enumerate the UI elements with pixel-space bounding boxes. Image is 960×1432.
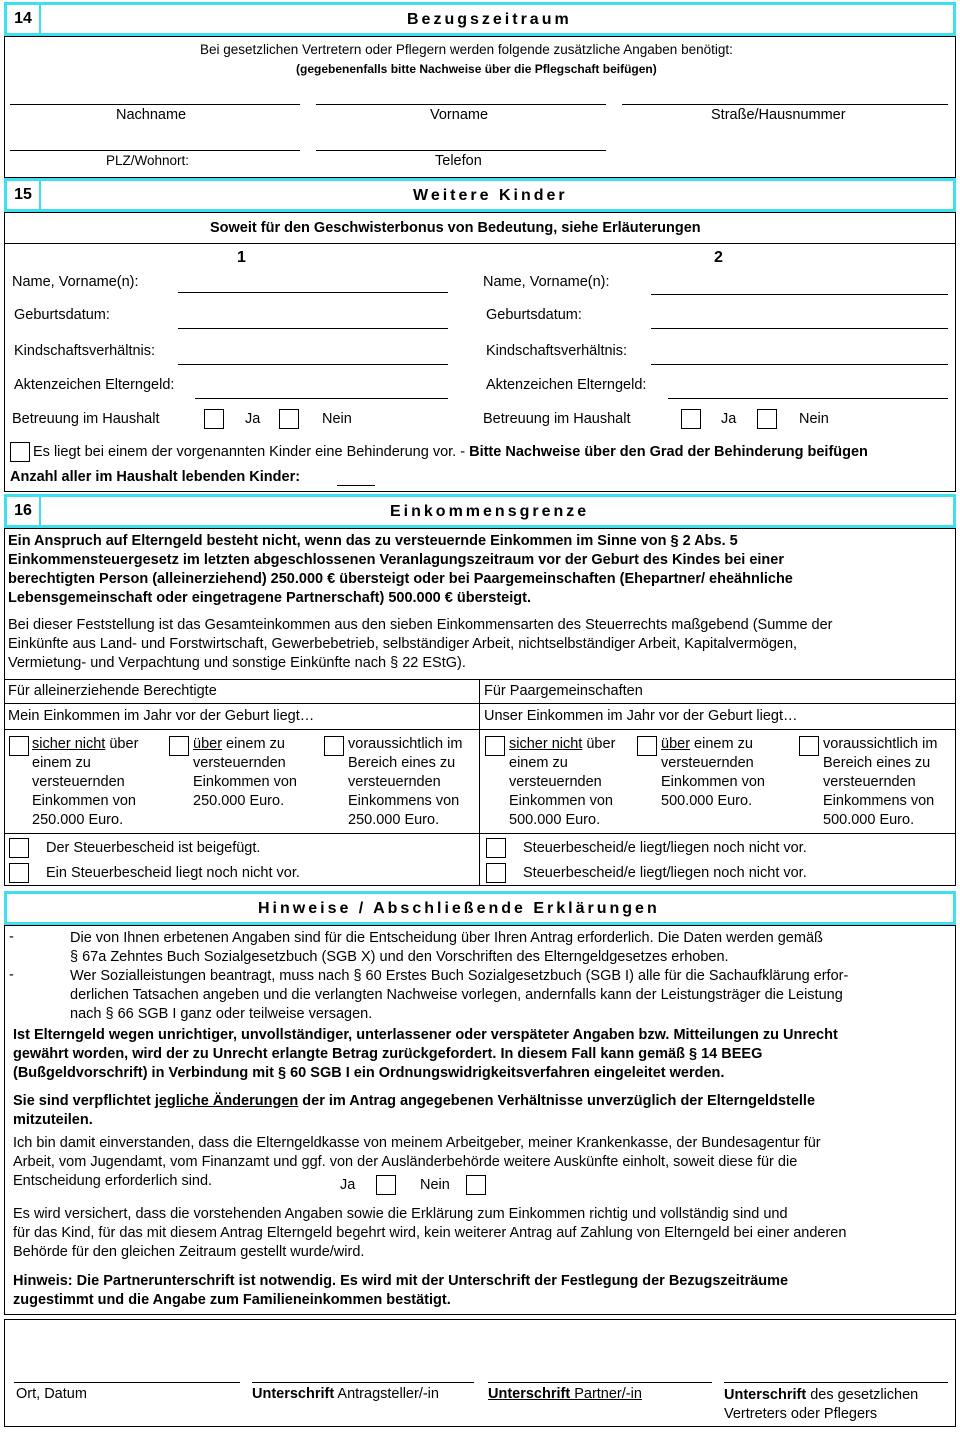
text-line: nach § 66 SGB I ganz oder teilweise versagen. [70, 1006, 373, 1022]
hinweis-bullet-2 [70, 967, 848, 1024]
child2-nein-checkbox[interactable] [757, 409, 777, 429]
left-opt1-text [32, 735, 138, 830]
antragsteller-signature-input[interactable] [252, 1382, 474, 1383]
signature-role: Partner/-in [570, 1386, 642, 1402]
opt-underline: sicher nicht [32, 736, 106, 752]
left-bescheid2-label: Ein Steuerbescheid liegt noch nicht vor. [46, 865, 300, 881]
child1-geburt-input[interactable] [178, 328, 448, 329]
opt-line: Einkommen von [661, 774, 765, 790]
opt-text: über [105, 736, 139, 752]
rueckforderung-notice [13, 1026, 838, 1083]
text-line: Es wird versichert, dass die vorstehenden Angaben sowie die Erklärung zum Einkommen richtig und vollständig sind und [13, 1206, 788, 1222]
opt-line: 500.000 Euro. [661, 793, 753, 809]
text-line: Vermietung- und Verpachtung und sonstige Einkünfte nach § 22 EStG). [8, 655, 466, 671]
section-14-header [4, 2, 956, 36]
signature-word: Unterschrift [488, 1386, 571, 1402]
signature-role: des gesetzlichen [806, 1387, 919, 1403]
child1-kind-input[interactable] [178, 364, 448, 365]
section-title: Einkommensgrenze [390, 503, 590, 520]
left-opt2-checkbox[interactable] [169, 736, 189, 756]
child2-name-input[interactable] [651, 294, 948, 295]
opt-line: versteuernden [823, 774, 916, 790]
text-line: § 67a Zehntes Buch Sozialgesetzbuch (SGB X) und den Vorschriften des Elterngeldgesetzes erhoben. [70, 949, 729, 965]
aenderungen-notice [13, 1092, 815, 1130]
opt-line: Einkommen von [509, 793, 613, 809]
opt-line: versteuernden [32, 774, 125, 790]
right-head: Für Paargemeinschaften [484, 683, 643, 699]
opt-line: Einkommen von [32, 793, 136, 809]
signature-role: Antragsteller/-in [334, 1386, 439, 1402]
opt-line: Bereich eines zu [823, 755, 931, 771]
opt-underline: über [193, 736, 223, 752]
signature-word: Unterschrift [252, 1386, 335, 1402]
ort-datum-label: Ort, Datum [16, 1386, 87, 1402]
opt-line: Einkommens von [348, 793, 460, 809]
left-opt2-text [193, 735, 297, 811]
right-opt3-checkbox[interactable] [799, 736, 819, 756]
section-number: 16 [7, 497, 41, 525]
anzahl-label: Anzahl aller im Haushalt lebenden Kinder: [10, 469, 301, 485]
child2-kind-input[interactable] [651, 364, 948, 365]
text-line: Hinweis: Die Partnerunterschrift ist notwendig. Es wird mit der Unterschrift der Festlegung der Bezugszeiträume [13, 1273, 789, 1289]
opt-line: versteuernden [348, 774, 441, 790]
text-line: Arbeit, vom Jugendamt, vom Finanzamt und ggf. von der Ausländerbehörde weitere Auskünfte einholt, soweit diese für die [13, 1154, 798, 1170]
child1-geburt-label: Geburtsdatum: [14, 307, 110, 323]
telefon-label: Telefon [435, 153, 482, 169]
subtitle-divider [4, 243, 956, 244]
einverstaendnis-nein-label: Nein [420, 1177, 450, 1193]
right-bescheid2-label: Steuerbescheid/e liegt/liegen noch nicht vor. [523, 865, 807, 881]
opt-line: 250.000 Euro. [32, 812, 124, 828]
strasse-label: Straße/Hausnummer [711, 107, 846, 123]
right-bescheid1-checkbox[interactable] [486, 838, 506, 858]
behinderung-checkbox[interactable] [10, 442, 30, 462]
left-bescheid1-label: Der Steuerbescheid ist beigefügt. [46, 840, 261, 856]
text-line: derlichen Tatsachen angeben und die verlangten Nachweise vorlegen, andernfalls kann der Leistungsträger die Leistung [70, 987, 843, 1003]
partner-hinweis [13, 1272, 788, 1310]
child2-name-label: Name, Vorname(n): [483, 274, 610, 290]
opt-line: versteuernden [193, 755, 286, 771]
text-line: Bei dieser Feststellung ist das Gesamteinkommen aus den sieben Einkommensarten des Steuerrechts maßgebend (Summe der [8, 617, 833, 633]
opt-line: Bereich eines zu [348, 755, 456, 771]
bullet-dash: - [9, 929, 14, 945]
ort-datum-input[interactable] [14, 1382, 240, 1383]
section-number: 14 [7, 5, 41, 33]
child1-name-label: Name, Vorname(n): [12, 274, 139, 290]
opt-line: 250.000 Euro. [348, 812, 440, 828]
partner-label [488, 1386, 642, 1402]
left-bescheid2-checkbox[interactable] [9, 863, 29, 883]
child1-name-input[interactable] [178, 292, 448, 293]
intro-text: Bei gesetzlichen Vertretern oder Pflegern werden folgende zusätzliche Angaben benötigt: [200, 42, 733, 57]
section-title: Hinweise / Abschließende Erklärungen [258, 900, 660, 917]
child1-kind-label: Kindschaftsverhältnis: [14, 343, 156, 359]
einverstaendnis-ja-checkbox[interactable] [376, 1175, 396, 1195]
opt-line: versteuernden [509, 774, 602, 790]
einkommensgrenze-notice [8, 532, 956, 608]
text-line: für das Kind, für das mit diesem Antrag Elterngeld begehrt wird, kein weiterer Antrag auf Zahlung von Elterngeld bei einer anderen [13, 1225, 847, 1241]
notice-line: Ein Anspruch auf Elterngeld besteht nicht, wenn das zu versteuernde Einkommen im Sinne von § 2 Abs. 5 [8, 533, 738, 549]
opt-underline: über [661, 736, 691, 752]
right-opt2-text [661, 735, 765, 811]
grid-line-2 [4, 703, 956, 704]
right-bescheid1-label: Steuerbescheid/e liegt/liegen noch nicht vor. [523, 840, 807, 856]
opt-line: Einkommens von [823, 793, 935, 809]
section-title: Weitere Kinder [413, 187, 568, 204]
right-opt3-text [823, 735, 937, 830]
left-opt3-text [348, 735, 462, 830]
child2-akten-label: Aktenzeichen Elterngeld: [486, 377, 647, 393]
opt-line: 250.000 Euro. [193, 793, 285, 809]
child1-akten-input[interactable] [195, 398, 448, 399]
bullet-dash: - [9, 967, 14, 983]
text-line: (Bußgeldvorschrift) in Verbindung mit § 60 SGB I ein Ordnungswidrigkeitsverfahren eingeleitet werden. [13, 1065, 725, 1081]
notice-line: berechtigten Person (alleinerziehend) 250.000 € übersteigt oder bei Paargemeinschaften (Ehepartner/ eheähnliche [8, 571, 793, 587]
left-bescheid1-checkbox[interactable] [9, 838, 29, 858]
vorname-label: Vorname [430, 107, 489, 123]
child-1-number: 1 [237, 249, 246, 266]
opt-line: 500.000 Euro. [823, 812, 915, 828]
section-title: Bezugszeitraum [407, 11, 572, 28]
text-line: Ich bin damit einverstanden, dass die Elterngeldkasse von meinem Arbeitgeber, meiner Krankenkasse, der Bundesagentur für [13, 1135, 821, 1151]
opt-underline: sicher nicht [509, 736, 583, 752]
notice-line: Lebensgemeinschaft oder eingetragene Partnerschaft) 500.000 € übersteigt. [8, 590, 531, 606]
child1-akten-label: Aktenzeichen Elterngeld: [14, 377, 175, 393]
text-part: Sie sind verpflichtet [13, 1093, 155, 1109]
child2-kind-label: Kindschaftsverhältnis: [486, 343, 628, 359]
vertreter-signature-input[interactable] [724, 1382, 948, 1383]
left-head: Für alleinerziehende Berechtigte [8, 683, 217, 699]
section-number: 15 [7, 181, 41, 209]
left-opt1-checkbox[interactable] [9, 736, 29, 756]
nachname-input[interactable] [10, 104, 300, 105]
opt-line: versteuernden [661, 755, 754, 771]
right-opt2-checkbox[interactable] [637, 736, 657, 756]
left-sub: Mein Einkommen im Jahr vor der Geburt liegt… [8, 708, 315, 724]
child2-geburt-input[interactable] [651, 328, 948, 329]
einverstaendnis-text [13, 1134, 821, 1191]
einkommensgrenze-text [8, 616, 956, 673]
child-2-number: 2 [714, 249, 723, 266]
opt-text: einem zu [222, 736, 285, 752]
antragsteller-label [252, 1386, 439, 1402]
grid-line-4 [4, 833, 956, 834]
text-underline: jegliche Änderungen [154, 1093, 299, 1109]
hinweis-bullet-1 [70, 929, 823, 967]
opt-line: voraussichtlich im [348, 736, 463, 752]
einverstaendnis-ja-label: Ja [340, 1177, 356, 1193]
left-opt3-checkbox[interactable] [324, 736, 344, 756]
grid-line-3 [4, 729, 956, 730]
vertreter-label [724, 1386, 918, 1424]
opt-line: 500.000 Euro. [509, 812, 601, 828]
plz-label: PLZ/Wohnort: [106, 153, 190, 168]
text-line: zugestimmt und die Angabe zum Familieneinkommen bestätigt. [13, 1292, 451, 1308]
child2-betreuung-label: Betreuung im Haushalt [483, 411, 631, 427]
opt-line: einem zu [32, 755, 91, 771]
text-line: Die von Ihnen erbetenen Angaben sind für die Entscheidung über Ihren Antrag erforderlich. Die Daten werden gemäß [70, 930, 823, 946]
versicherung-text [13, 1205, 846, 1262]
child2-nein-label: Nein [799, 411, 829, 427]
vorname-input[interactable] [316, 104, 606, 105]
signature-role-line2: Vertreters oder Pflegers [724, 1406, 878, 1422]
child1-nein-checkbox[interactable] [279, 409, 299, 429]
text-line: gewährt worden, wird der zu Unrecht erlangte Betrag zurückgefordert. In diesem Fall kann gemäß § 14 BEEG [13, 1046, 763, 1062]
text-line: Behörde für den gleichen Zeitraum gestellt wurde/wird. [13, 1244, 365, 1260]
text-line: Einkünfte aus Land- und Forstwirtschaft, Gewerbebetrieb, selbständiger Arbeit, nichtselbständiger Arbeit, Kapitalvermögen, [8, 636, 798, 652]
behinderung-note: Bitte Nachweise über den Grad der Behinderung beifügen [469, 444, 868, 460]
right-sub: Unser Einkommen im Jahr vor der Geburt liegt… [484, 708, 798, 724]
child2-akten-input[interactable] [668, 398, 948, 399]
child1-nein-label: Nein [322, 411, 352, 427]
nachname-label: Nachname [116, 107, 187, 123]
opt-text: einem zu [690, 736, 753, 752]
text-line: Wer Sozialleistungen beantragt, muss nach § 60 Erstes Buch Sozialgesetzbuch (SGB I) alle für die Sachaufklärung erfor- [70, 968, 849, 984]
telefon-input[interactable] [316, 150, 606, 151]
behinderung-label: Es liegt bei einem der vorgenannten Kinder eine Behinderung vor. - [33, 444, 470, 460]
plz-input[interactable] [10, 150, 300, 151]
hinweise-header [4, 891, 956, 925]
einverstaendnis-nein-checkbox[interactable] [466, 1175, 486, 1195]
child2-geburt-label: Geburtsdatum: [486, 307, 582, 323]
right-bescheid2-checkbox[interactable] [486, 863, 506, 883]
text-part: der im Antrag angegebenen Verhältnisse unverzüglich der Elterngeldstelle [298, 1093, 816, 1109]
child1-betreuung-label: Betreuung im Haushalt [12, 411, 160, 427]
signature-word: Unterschrift [724, 1387, 807, 1403]
section-16-header [4, 494, 956, 528]
section-15-header [4, 178, 956, 212]
intro-note: (gegebenenfalls bitte Nachweise über die Pflegschaft beifügen) [296, 62, 657, 76]
text-line: Ist Elterngeld wegen unrichtiger, unvollständiger, unterlassener oder verspäteter Angaben bzw. Mitteilungen zu Unrecht [13, 1027, 838, 1043]
opt-line: einem zu [509, 755, 568, 771]
text-line: mitzuteilen. [13, 1112, 93, 1128]
right-opt1-text [509, 735, 615, 830]
partner-signature-input[interactable] [488, 1382, 712, 1383]
child1-ja-checkbox[interactable] [204, 409, 224, 429]
grid-top-line [4, 679, 956, 680]
child2-ja-checkbox[interactable] [681, 409, 701, 429]
grid-center-line [479, 679, 480, 886]
opt-line: Einkommen von [193, 774, 297, 790]
notice-line: Einkommensteuergesetz im letzten abgeschlossenen Veranlagungszeitraum vor der Geburt des Kindes bei einer [8, 552, 784, 568]
strasse-input[interactable] [622, 104, 948, 105]
child1-ja-label: Ja [245, 411, 261, 427]
opt-line: voraussichtlich im [823, 736, 938, 752]
text-line: Entscheidung erforderlich sind. [13, 1173, 213, 1189]
section-subtitle: Soweit für den Geschwisterbonus von Bedeutung, siehe Erläuterungen [210, 220, 701, 236]
opt-text: über [582, 736, 616, 752]
child2-ja-label: Ja [721, 411, 737, 427]
anzahl-input[interactable] [337, 485, 375, 486]
right-opt1-checkbox[interactable] [485, 736, 505, 756]
behinderung-text [33, 444, 868, 460]
